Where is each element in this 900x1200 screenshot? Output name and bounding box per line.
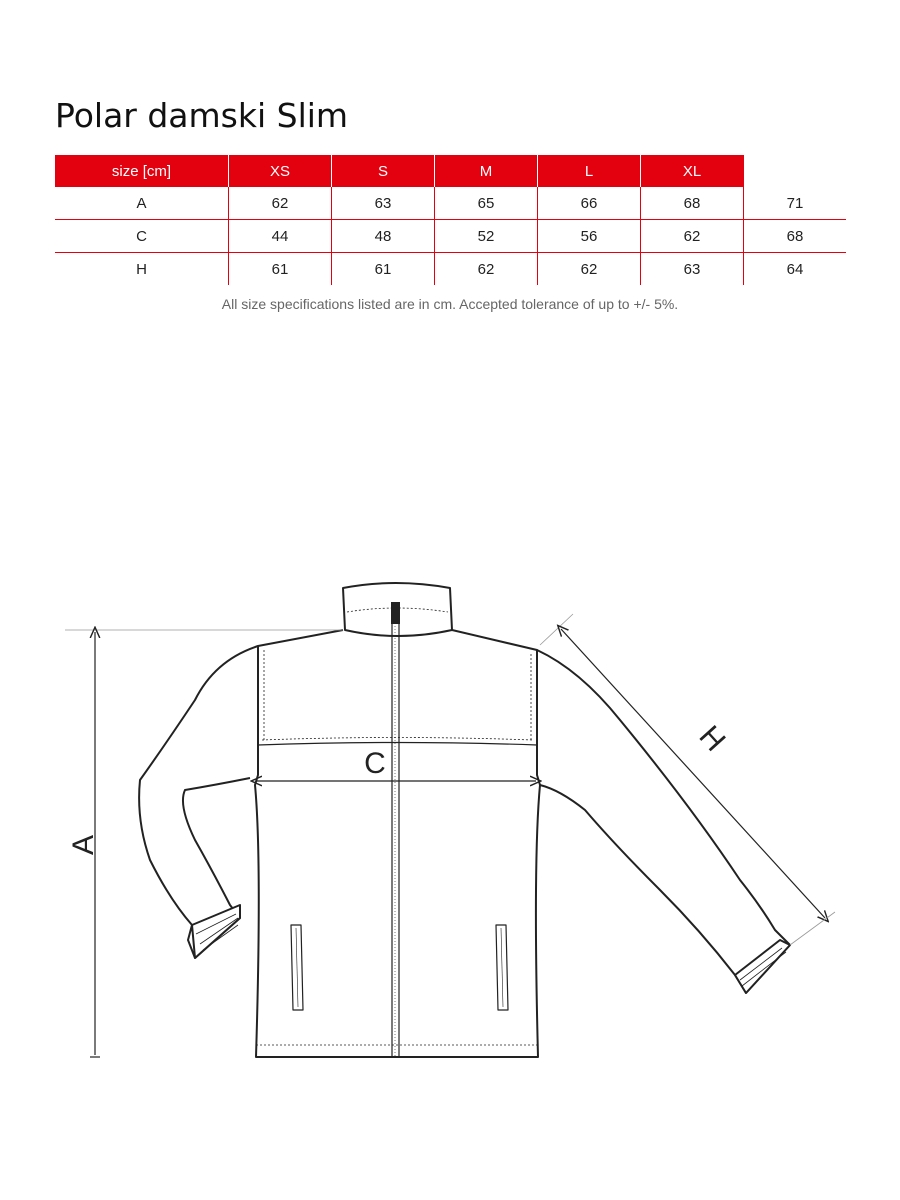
cell: 62 xyxy=(435,253,538,286)
row-label: C xyxy=(55,220,229,253)
cell: 56 xyxy=(538,220,641,253)
cell: 68 xyxy=(641,187,744,220)
cell: 64 xyxy=(744,253,847,286)
cell: 65 xyxy=(435,187,538,220)
table-row xyxy=(55,253,846,286)
header-extra xyxy=(744,155,847,187)
page-title: Polar damski Slim xyxy=(55,96,349,135)
tolerance-note: All size specifications listed are in cm. Accepted tolerance of up to +/- 5%. xyxy=(221,296,679,312)
cell: 68 xyxy=(744,220,847,253)
header-size: size [cm] xyxy=(55,155,229,187)
cell: 62 xyxy=(229,187,332,220)
header-xl: XL xyxy=(641,155,744,187)
label-h: H xyxy=(692,719,732,758)
cell: 44 xyxy=(229,220,332,253)
header-m: M xyxy=(435,155,538,187)
table-row xyxy=(55,220,846,253)
cell: 48 xyxy=(332,220,435,253)
header-l: L xyxy=(538,155,641,187)
cell: 62 xyxy=(641,220,744,253)
header-xs: XS xyxy=(229,155,332,187)
cell: 63 xyxy=(641,253,744,286)
table-row xyxy=(55,187,846,220)
cell: 71 xyxy=(744,187,847,220)
cell: 66 xyxy=(538,187,641,220)
label-a: A xyxy=(67,834,100,856)
cell: 63 xyxy=(332,187,435,220)
row-label: H xyxy=(136,260,147,278)
cell: 62 xyxy=(538,253,641,286)
dimension-c xyxy=(256,747,536,781)
jacket-diagram xyxy=(0,560,900,1080)
row-label: A xyxy=(55,187,229,220)
table-header-row xyxy=(55,155,846,187)
cell: 61 xyxy=(229,253,332,286)
label-c: C xyxy=(364,747,386,780)
cell: 52 xyxy=(435,220,538,253)
jacket-outline xyxy=(139,583,790,1057)
size-table xyxy=(55,155,846,285)
dimension-h xyxy=(540,614,835,945)
cell: 61 xyxy=(332,253,435,286)
header-s: S xyxy=(332,155,435,187)
